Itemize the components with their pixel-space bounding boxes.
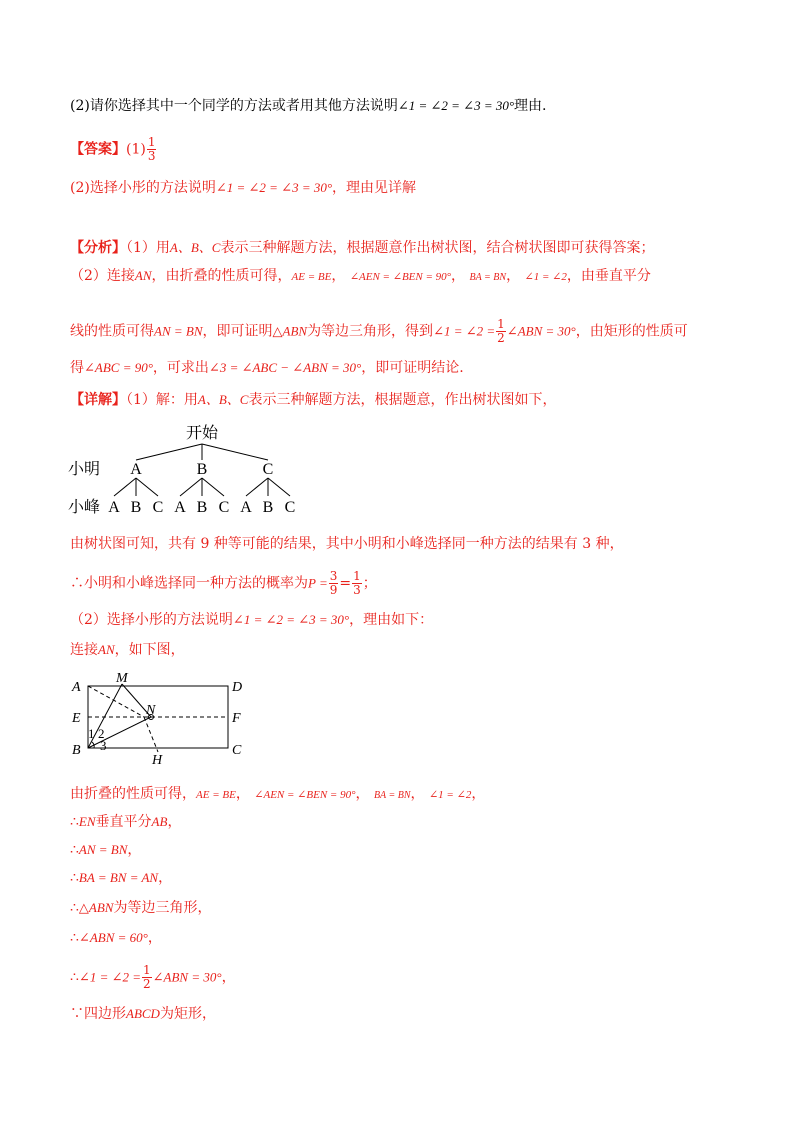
tree-leaf: A [240,499,252,516]
tree-leaf: C [152,499,164,516]
step-7: ∵四边形ABCD为矩形， [70,1006,216,1022]
tree-leaf: A [174,499,186,516]
step-1: ∴EN垂直平分AB， [70,814,182,830]
label-m: M [116,671,128,686]
detail-label: 【详解】 [70,392,126,408]
tree-leaf: A [108,499,120,516]
math-angles: ∠1 = ∠2 = ∠3 = 30° [397,98,515,113]
tree-leaf: B [262,499,274,516]
fold-line: 由折叠的性质可得，AE = BE， ∠AEN = ∠BEN = 90°， BA = BN， ∠1 = ∠2， [70,786,486,802]
tree-leaf: B [196,499,208,516]
tree-leaf: C [284,499,296,516]
tree-node-a: A [130,461,142,478]
tree-result-line: 由树状图可知，共有 9 种等可能的结果，其中小明和小峰选择同一种方法的结果有 3 种， [70,536,624,552]
label-h: H [152,753,163,768]
connect-line: 连接AN，如下图， [70,642,185,658]
tree-diagram [68,420,328,530]
tree-node-b: B [196,461,208,478]
analysis-line-2: （2）连接AN，由折叠的性质可得，AE = BE， ∠AEN = ∠BEN = 90°， BA = BN， ∠1 = ∠2，由垂直平分 [70,268,651,284]
probability-line: ∴小明和小峰选择同一种方法的概率为P = $\frac{3}{9}$ = $\frac{1}{3}$ ； [70,569,377,597]
answer-label: 【答案】 [70,141,126,158]
label-e: E [72,711,81,726]
tree-leaf: C [218,499,230,516]
step-2: ∴AN = BN， [70,842,142,858]
detail-2-line: （2）选择小彤的方法说明∠1 = ∠2 = ∠3 = 30°，理由如下： [70,612,434,628]
analysis-label: 【分析】 [70,240,126,256]
angle-3: 3 [100,738,107,753]
label-c: C [232,743,242,758]
label-b: B [72,743,81,758]
analysis-line-3: 线的性质可得AN = BN，即可证明△ABN为等边三角形，得到∠1 = ∠2 = $\frac{1}{2}$ ∠ABN = 30°，由矩形的性质可 [70,317,688,345]
analysis-line-4: 得∠ABC = 90°，可求出∠3 = ∠ABC − ∠ABN = 30°，即可证明结论. [70,360,464,376]
tree-level1-label: 小明 [68,461,101,478]
step-6: ∴∠1 = ∠2 = $\frac{1}{2}$ ∠ABN = 30°， [70,963,236,991]
question-2-line: (2)请你选择其中一个同学的方法或者用其他方法说明∠1 = ∠2 = ∠3 = 30°理由. [70,98,547,114]
label-f: F [232,711,241,726]
step-5: ∴∠ABN = 60°， [70,930,162,946]
tree-node-c: C [262,461,274,478]
angle-1: 1 [88,726,95,741]
tree-level2-label: 小峰 [68,499,101,516]
geometry-figure [66,672,266,772]
label-d: D [232,680,243,695]
label-n: N [146,703,156,718]
tree-leaf: B [130,499,142,516]
step-4: ∴△ABN为等边三角形， [70,900,212,916]
answer-part2-line: (2)选择小彤的方法说明∠1 = ∠2 = ∠3 = 30°，理由见详解 [70,180,417,196]
detail-line-1: 【详解】（1）解：用A、B、C表示三种解题方法，根据题意，作出树状图如下， [70,392,557,408]
angle-2: 2 [98,726,105,741]
answer-line: 【答案】(1) $\frac{1}{3}$ [70,135,156,163]
analysis-line-1: 【分析】（1）用A、B、C表示三种解题方法，根据题意作出树状图，结合树状图即可获得答案； [70,240,655,256]
label-a: A [72,680,81,695]
step-3: ∴BA = BN = AN， [70,870,173,886]
tree-root: 开始 [185,425,219,442]
answer-fraction: $\frac{1}{3}$ [147,135,156,163]
